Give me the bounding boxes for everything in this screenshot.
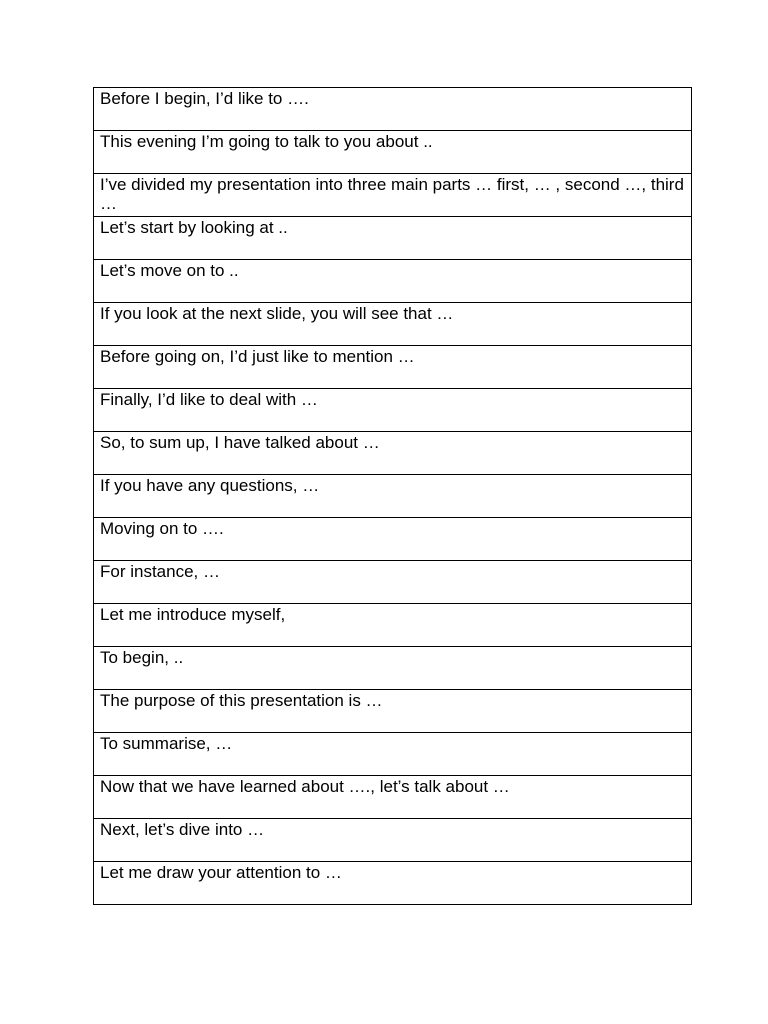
table-row xyxy=(94,776,692,819)
table-row xyxy=(94,561,692,604)
table-row xyxy=(94,217,692,260)
phrase-cell: Let me draw your attention to … xyxy=(94,862,692,905)
phrase-table xyxy=(93,87,692,905)
phrase-cell: The purpose of this presentation is … xyxy=(94,690,692,733)
table-row xyxy=(94,475,692,518)
phrase-cell: Before going on, I’d just like to mention … xyxy=(94,346,692,389)
table-row xyxy=(94,131,692,174)
table-row xyxy=(94,303,692,346)
table-row xyxy=(94,819,692,862)
phrase-cell: Let’s start by looking at .. xyxy=(94,217,692,260)
phrase-table-body xyxy=(94,88,692,905)
phrase-cell: I’ve divided my presentation into three main parts … first, … , second …, third … xyxy=(94,174,692,217)
table-row xyxy=(94,174,692,217)
phrase-cell: Moving on to …. xyxy=(94,518,692,561)
table-row xyxy=(94,389,692,432)
table-row xyxy=(94,733,692,776)
table-row xyxy=(94,88,692,131)
table-row xyxy=(94,604,692,647)
table-row xyxy=(94,647,692,690)
phrase-cell: To summarise, … xyxy=(94,733,692,776)
phrase-cell: Before I begin, I’d like to …. xyxy=(94,88,692,131)
table-row xyxy=(94,260,692,303)
phrase-cell: If you have any questions, … xyxy=(94,475,692,518)
phrase-cell: Now that we have learned about …., let’s talk about … xyxy=(94,776,692,819)
table-row xyxy=(94,862,692,905)
phrase-cell: Finally, I’d like to deal with … xyxy=(94,389,692,432)
phrase-cell: To begin, .. xyxy=(94,647,692,690)
table-row xyxy=(94,346,692,389)
phrase-cell: For instance, … xyxy=(94,561,692,604)
table-row xyxy=(94,518,692,561)
phrase-cell: This evening I’m going to talk to you about .. xyxy=(94,131,692,174)
phrase-cell: If you look at the next slide, you will see that … xyxy=(94,303,692,346)
table-row xyxy=(94,690,692,733)
phrase-cell: Let’s move on to .. xyxy=(94,260,692,303)
phrase-cell: Let me introduce myself, xyxy=(94,604,692,647)
table-row xyxy=(94,432,692,475)
phrase-cell: Next, let’s dive into … xyxy=(94,819,692,862)
phrase-cell: So, to sum up, I have talked about … xyxy=(94,432,692,475)
